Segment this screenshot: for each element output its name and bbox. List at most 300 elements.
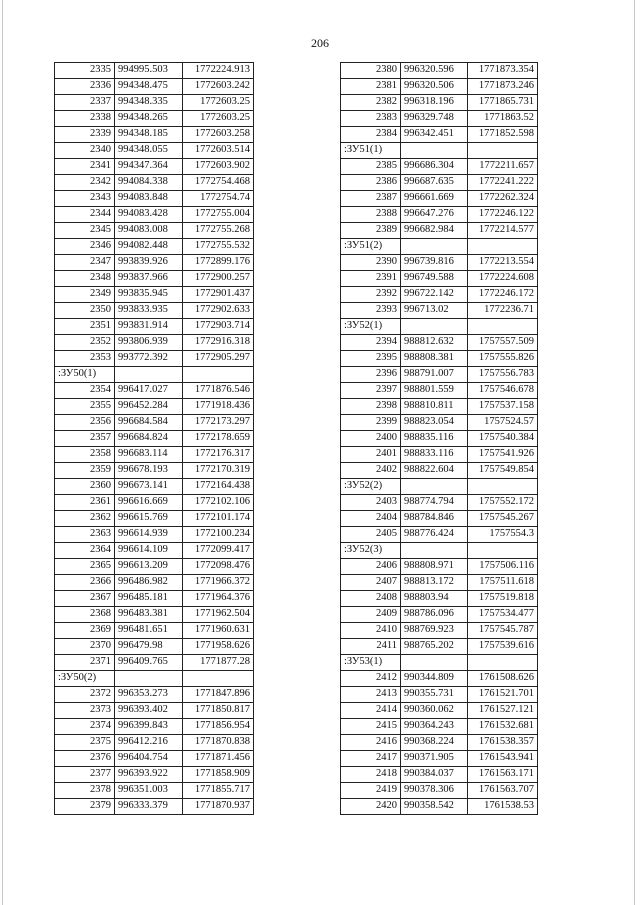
table-row bbox=[341, 783, 538, 799]
empty-cell bbox=[468, 143, 538, 159]
y-coordinate: 1761543.941 bbox=[468, 751, 538, 767]
section-row bbox=[341, 543, 538, 559]
point-number: 2344 bbox=[55, 207, 115, 223]
x-coordinate: 996615.769 bbox=[115, 511, 183, 527]
x-coordinate: 994083.008 bbox=[115, 223, 183, 239]
table-row bbox=[341, 255, 538, 271]
section-label: :ЗУ52(1) bbox=[341, 319, 401, 335]
x-coordinate: 988812.632 bbox=[401, 335, 468, 351]
x-coordinate: 996684.584 bbox=[115, 415, 183, 431]
y-coordinate: 1772211.657 bbox=[468, 159, 538, 175]
section-row bbox=[341, 143, 538, 159]
point-number: 2403 bbox=[341, 495, 401, 511]
x-coordinate: 988835.116 bbox=[401, 431, 468, 447]
y-coordinate: 1771855.717 bbox=[183, 783, 254, 799]
x-coordinate: 988833.116 bbox=[401, 447, 468, 463]
point-number: 2356 bbox=[55, 415, 115, 431]
y-coordinate: 1772224.913 bbox=[183, 63, 254, 79]
table-row bbox=[341, 575, 538, 591]
x-coordinate: 996329.748 bbox=[401, 111, 468, 127]
empty-cell bbox=[183, 367, 254, 383]
table-row bbox=[341, 223, 538, 239]
y-coordinate: 1772755.532 bbox=[183, 239, 254, 255]
point-number: 2411 bbox=[341, 639, 401, 655]
x-coordinate: 990371.905 bbox=[401, 751, 468, 767]
table-row bbox=[341, 703, 538, 719]
x-coordinate: 988784.846 bbox=[401, 511, 468, 527]
x-coordinate: 988765.202 bbox=[401, 639, 468, 655]
section-label: :ЗУ52(3) bbox=[341, 543, 401, 559]
x-coordinate: 993839.926 bbox=[115, 255, 183, 271]
page-number: 206 bbox=[311, 36, 329, 50]
table-row bbox=[341, 719, 538, 735]
x-coordinate: 996393.922 bbox=[115, 767, 183, 783]
point-number: 2373 bbox=[55, 703, 115, 719]
table-row bbox=[55, 527, 254, 543]
table-row bbox=[55, 431, 254, 447]
table-row bbox=[55, 543, 254, 559]
x-coordinate: 996722.142 bbox=[401, 287, 468, 303]
y-coordinate: 1772213.554 bbox=[468, 255, 538, 271]
table-row bbox=[341, 767, 538, 783]
point-number: 2340 bbox=[55, 143, 115, 159]
section-row bbox=[341, 479, 538, 495]
section-label: :ЗУ51(2) bbox=[341, 239, 401, 255]
x-coordinate: 988803.94 bbox=[401, 591, 468, 607]
point-number: 2347 bbox=[55, 255, 115, 271]
x-coordinate: 993837.966 bbox=[115, 271, 183, 287]
table-row bbox=[341, 271, 538, 287]
y-coordinate: 1757554.3 bbox=[468, 527, 538, 543]
section-row bbox=[55, 671, 254, 687]
table-row bbox=[55, 95, 254, 111]
table-row bbox=[55, 351, 254, 367]
table-row bbox=[55, 159, 254, 175]
table-row bbox=[341, 431, 538, 447]
x-coordinate: 994347.364 bbox=[115, 159, 183, 175]
x-coordinate: 988813.172 bbox=[401, 575, 468, 591]
x-coordinate: 996342.451 bbox=[401, 127, 468, 143]
y-coordinate: 1757546.678 bbox=[468, 383, 538, 399]
y-coordinate: 1761508.626 bbox=[468, 671, 538, 687]
x-coordinate: 990378.306 bbox=[401, 783, 468, 799]
y-coordinate: 1757557.509 bbox=[468, 335, 538, 351]
point-number: 2376 bbox=[55, 751, 115, 767]
y-coordinate: 1772102.106 bbox=[183, 495, 254, 511]
x-coordinate: 990344.809 bbox=[401, 671, 468, 687]
y-coordinate: 1771966.372 bbox=[183, 575, 254, 591]
y-coordinate: 1772755.268 bbox=[183, 223, 254, 239]
table-row bbox=[55, 255, 254, 271]
point-number: 2361 bbox=[55, 495, 115, 511]
x-coordinate: 994348.335 bbox=[115, 95, 183, 111]
y-coordinate: 1757506.116 bbox=[468, 559, 538, 575]
x-coordinate: 996683.114 bbox=[115, 447, 183, 463]
x-coordinate: 996481.651 bbox=[115, 623, 183, 639]
table-row bbox=[55, 767, 254, 783]
point-number: 2346 bbox=[55, 239, 115, 255]
x-coordinate: 988808.971 bbox=[401, 559, 468, 575]
table-row bbox=[55, 463, 254, 479]
x-coordinate: 996749.588 bbox=[401, 271, 468, 287]
point-number: 2383 bbox=[341, 111, 401, 127]
x-coordinate: 996682.984 bbox=[401, 223, 468, 239]
x-coordinate: 994348.185 bbox=[115, 127, 183, 143]
point-number: 2360 bbox=[55, 479, 115, 495]
table-row bbox=[55, 399, 254, 415]
y-coordinate: 1757552.172 bbox=[468, 495, 538, 511]
y-coordinate: 1761538.53 bbox=[468, 799, 538, 815]
point-number: 2406 bbox=[341, 559, 401, 575]
y-coordinate: 1772754.468 bbox=[183, 175, 254, 191]
point-number: 2398 bbox=[341, 399, 401, 415]
point-number: 2354 bbox=[55, 383, 115, 399]
table-row bbox=[55, 607, 254, 623]
y-coordinate: 1772099.417 bbox=[183, 543, 254, 559]
table-row bbox=[55, 127, 254, 143]
table-row bbox=[341, 559, 538, 575]
x-coordinate: 996399.843 bbox=[115, 719, 183, 735]
point-number: 2368 bbox=[55, 607, 115, 623]
point-number: 2371 bbox=[55, 655, 115, 671]
y-coordinate: 1757539.616 bbox=[468, 639, 538, 655]
table-row bbox=[55, 335, 254, 351]
x-coordinate: 996485.181 bbox=[115, 591, 183, 607]
x-coordinate: 993806.939 bbox=[115, 335, 183, 351]
x-coordinate: 996320.506 bbox=[401, 79, 468, 95]
point-number: 2400 bbox=[341, 431, 401, 447]
x-coordinate: 993833.935 bbox=[115, 303, 183, 319]
point-number: 2351 bbox=[55, 319, 115, 335]
y-coordinate: 1771865.731 bbox=[468, 95, 538, 111]
y-coordinate: 1771873.246 bbox=[468, 79, 538, 95]
x-coordinate: 988801.559 bbox=[401, 383, 468, 399]
empty-cell bbox=[115, 671, 183, 687]
point-number: 2375 bbox=[55, 735, 115, 751]
point-number: 2337 bbox=[55, 95, 115, 111]
table-row bbox=[341, 751, 538, 767]
point-number: 2374 bbox=[55, 719, 115, 735]
table-row bbox=[55, 735, 254, 751]
point-number: 2387 bbox=[341, 191, 401, 207]
table-row bbox=[55, 799, 254, 815]
table-row bbox=[341, 351, 538, 367]
empty-cell bbox=[183, 671, 254, 687]
point-number: 2382 bbox=[341, 95, 401, 111]
x-coordinate: 996353.273 bbox=[115, 687, 183, 703]
table-row bbox=[341, 399, 538, 415]
table-row bbox=[341, 735, 538, 751]
y-coordinate: 1772176.317 bbox=[183, 447, 254, 463]
table-row bbox=[341, 79, 538, 95]
x-coordinate: 996739.816 bbox=[401, 255, 468, 271]
coordinates-table-left bbox=[54, 62, 254, 815]
table-row bbox=[341, 207, 538, 223]
point-number: 2384 bbox=[341, 127, 401, 143]
y-coordinate: 1772170.319 bbox=[183, 463, 254, 479]
table-row bbox=[55, 175, 254, 191]
y-coordinate: 1772900.257 bbox=[183, 271, 254, 287]
table-row bbox=[341, 799, 538, 815]
point-number: 2378 bbox=[55, 783, 115, 799]
scan-edge-right bbox=[634, 0, 635, 905]
table-row bbox=[55, 687, 254, 703]
x-coordinate: 993772.392 bbox=[115, 351, 183, 367]
table-row bbox=[55, 223, 254, 239]
y-coordinate: 1757545.787 bbox=[468, 623, 538, 639]
table-row bbox=[341, 335, 538, 351]
point-number: 2409 bbox=[341, 607, 401, 623]
y-coordinate: 1771871.456 bbox=[183, 751, 254, 767]
point-number: 2363 bbox=[55, 527, 115, 543]
point-number: 2408 bbox=[341, 591, 401, 607]
x-coordinate: 996409.765 bbox=[115, 655, 183, 671]
table-row bbox=[55, 207, 254, 223]
table-row bbox=[341, 639, 538, 655]
table-row bbox=[341, 511, 538, 527]
x-coordinate: 996647.276 bbox=[401, 207, 468, 223]
empty-cell bbox=[115, 367, 183, 383]
point-number: 2390 bbox=[341, 255, 401, 271]
point-number: 2339 bbox=[55, 127, 115, 143]
point-number: 2405 bbox=[341, 527, 401, 543]
x-coordinate: 996713.02 bbox=[401, 303, 468, 319]
table-row bbox=[341, 191, 538, 207]
table-row bbox=[55, 639, 254, 655]
y-coordinate: 1772224.608 bbox=[468, 271, 538, 287]
x-coordinate: 996678.193 bbox=[115, 463, 183, 479]
table-row bbox=[341, 95, 538, 111]
y-coordinate: 1771873.354 bbox=[468, 63, 538, 79]
y-coordinate: 1771877.28 bbox=[183, 655, 254, 671]
y-coordinate: 1771960.631 bbox=[183, 623, 254, 639]
x-coordinate: 996479.98 bbox=[115, 639, 183, 655]
y-coordinate: 1772916.318 bbox=[183, 335, 254, 351]
y-coordinate: 1771858.909 bbox=[183, 767, 254, 783]
x-coordinate: 996320.596 bbox=[401, 63, 468, 79]
empty-cell bbox=[401, 239, 468, 255]
point-number: 2341 bbox=[55, 159, 115, 175]
point-number: 2358 bbox=[55, 447, 115, 463]
y-coordinate: 1772603.514 bbox=[183, 143, 254, 159]
x-coordinate: 990364.243 bbox=[401, 719, 468, 735]
point-number: 2359 bbox=[55, 463, 115, 479]
point-number: 2389 bbox=[341, 223, 401, 239]
point-number: 2413 bbox=[341, 687, 401, 703]
point-number: 2386 bbox=[341, 175, 401, 191]
x-coordinate: 988786.096 bbox=[401, 607, 468, 623]
y-coordinate: 1761521.701 bbox=[468, 687, 538, 703]
x-coordinate: 993831.914 bbox=[115, 319, 183, 335]
table-row bbox=[341, 367, 538, 383]
table-row bbox=[55, 495, 254, 511]
empty-cell bbox=[401, 543, 468, 559]
table-row bbox=[341, 463, 538, 479]
x-coordinate: 996404.754 bbox=[115, 751, 183, 767]
coordinates-table-right bbox=[340, 62, 538, 815]
point-number: 2381 bbox=[341, 79, 401, 95]
point-number: 2348 bbox=[55, 271, 115, 287]
point-number: 2372 bbox=[55, 687, 115, 703]
x-coordinate: 996616.669 bbox=[115, 495, 183, 511]
table-row bbox=[55, 63, 254, 79]
y-coordinate: 1771964.376 bbox=[183, 591, 254, 607]
table-row bbox=[55, 559, 254, 575]
point-number: 2388 bbox=[341, 207, 401, 223]
x-coordinate: 996417.027 bbox=[115, 383, 183, 399]
y-coordinate: 1772214.577 bbox=[468, 223, 538, 239]
x-coordinate: 996393.402 bbox=[115, 703, 183, 719]
point-number: 2369 bbox=[55, 623, 115, 639]
y-coordinate: 1761563.707 bbox=[468, 783, 538, 799]
x-coordinate: 996452.284 bbox=[115, 399, 183, 415]
table-row bbox=[341, 591, 538, 607]
y-coordinate: 1772246.122 bbox=[468, 207, 538, 223]
point-number: 2365 bbox=[55, 559, 115, 575]
x-coordinate: 996673.141 bbox=[115, 479, 183, 495]
point-number: 2401 bbox=[341, 447, 401, 463]
x-coordinate: 996684.824 bbox=[115, 431, 183, 447]
y-coordinate: 1772098.476 bbox=[183, 559, 254, 575]
x-coordinate: 990384.037 bbox=[401, 767, 468, 783]
y-coordinate: 1772754.74 bbox=[183, 191, 254, 207]
point-number: 2392 bbox=[341, 287, 401, 303]
section-label: :ЗУ51(1) bbox=[341, 143, 401, 159]
x-coordinate: 988774.794 bbox=[401, 495, 468, 511]
table-row bbox=[341, 383, 538, 399]
section-row bbox=[341, 319, 538, 335]
x-coordinate: 994348.475 bbox=[115, 79, 183, 95]
x-coordinate: 996687.635 bbox=[401, 175, 468, 191]
y-coordinate: 1771852.598 bbox=[468, 127, 538, 143]
x-coordinate: 988810.811 bbox=[401, 399, 468, 415]
point-number: 2404 bbox=[341, 511, 401, 527]
point-number: 2370 bbox=[55, 639, 115, 655]
point-number: 2407 bbox=[341, 575, 401, 591]
table-row bbox=[55, 511, 254, 527]
point-number: 2362 bbox=[55, 511, 115, 527]
table-row bbox=[55, 383, 254, 399]
section-label: :ЗУ50(2) bbox=[55, 671, 115, 687]
table-row bbox=[341, 287, 538, 303]
x-coordinate: 996351.003 bbox=[115, 783, 183, 799]
y-coordinate: 1772603.25 bbox=[183, 95, 254, 111]
point-number: 2364 bbox=[55, 543, 115, 559]
table-row bbox=[341, 447, 538, 463]
x-coordinate: 988823.054 bbox=[401, 415, 468, 431]
empty-cell bbox=[468, 239, 538, 255]
point-number: 2399 bbox=[341, 415, 401, 431]
table-row bbox=[55, 191, 254, 207]
x-coordinate: 988822.604 bbox=[401, 463, 468, 479]
y-coordinate: 1772100.234 bbox=[183, 527, 254, 543]
point-number: 2335 bbox=[55, 63, 115, 79]
y-coordinate: 1761563.171 bbox=[468, 767, 538, 783]
empty-cell bbox=[468, 543, 538, 559]
table-row bbox=[55, 79, 254, 95]
y-coordinate: 1757555.826 bbox=[468, 351, 538, 367]
x-coordinate: 994084.338 bbox=[115, 175, 183, 191]
y-coordinate: 1771863.52 bbox=[468, 111, 538, 127]
point-number: 2349 bbox=[55, 287, 115, 303]
x-coordinate: 993835.945 bbox=[115, 287, 183, 303]
x-coordinate: 994082.448 bbox=[115, 239, 183, 255]
point-number: 2367 bbox=[55, 591, 115, 607]
table-row bbox=[55, 303, 254, 319]
table-row bbox=[341, 159, 538, 175]
point-number: 2419 bbox=[341, 783, 401, 799]
point-number: 2385 bbox=[341, 159, 401, 175]
point-number: 2352 bbox=[55, 335, 115, 351]
x-coordinate: 988769.923 bbox=[401, 623, 468, 639]
x-coordinate: 996614.109 bbox=[115, 543, 183, 559]
empty-cell bbox=[401, 319, 468, 335]
table-row bbox=[55, 239, 254, 255]
x-coordinate: 994083.428 bbox=[115, 207, 183, 223]
x-coordinate: 988808.381 bbox=[401, 351, 468, 367]
y-coordinate: 1771856.954 bbox=[183, 719, 254, 735]
point-number: 2402 bbox=[341, 463, 401, 479]
table-row bbox=[341, 175, 538, 191]
point-number: 2417 bbox=[341, 751, 401, 767]
y-coordinate: 1757511.618 bbox=[468, 575, 538, 591]
y-coordinate: 1772236.71 bbox=[468, 303, 538, 319]
point-number: 2366 bbox=[55, 575, 115, 591]
section-label: :ЗУ50(1) bbox=[55, 367, 115, 383]
section-label: :ЗУ52(2) bbox=[341, 479, 401, 495]
table-row bbox=[55, 623, 254, 639]
section-row bbox=[341, 239, 538, 255]
y-coordinate: 1772899.176 bbox=[183, 255, 254, 271]
point-number: 2391 bbox=[341, 271, 401, 287]
y-coordinate: 1772603.902 bbox=[183, 159, 254, 175]
y-coordinate: 1772603.25 bbox=[183, 111, 254, 127]
x-coordinate: 996318.196 bbox=[401, 95, 468, 111]
point-number: 2418 bbox=[341, 767, 401, 783]
y-coordinate: 1772903.714 bbox=[183, 319, 254, 335]
y-coordinate: 1757556.783 bbox=[468, 367, 538, 383]
x-coordinate: 994348.265 bbox=[115, 111, 183, 127]
table-row bbox=[341, 527, 538, 543]
y-coordinate: 1772603.242 bbox=[183, 79, 254, 95]
table-row bbox=[55, 783, 254, 799]
y-coordinate: 1772101.174 bbox=[183, 511, 254, 527]
x-coordinate: 996333.379 bbox=[115, 799, 183, 815]
point-number: 2397 bbox=[341, 383, 401, 399]
y-coordinate: 1771962.504 bbox=[183, 607, 254, 623]
point-number: 2395 bbox=[341, 351, 401, 367]
table-row bbox=[55, 575, 254, 591]
x-coordinate: 996661.669 bbox=[401, 191, 468, 207]
y-coordinate: 1772603.258 bbox=[183, 127, 254, 143]
table-row bbox=[55, 143, 254, 159]
empty-cell bbox=[468, 319, 538, 335]
table-row bbox=[55, 447, 254, 463]
table-row bbox=[341, 415, 538, 431]
table-row bbox=[55, 415, 254, 431]
empty-cell bbox=[468, 655, 538, 671]
point-number: 2393 bbox=[341, 303, 401, 319]
x-coordinate: 994348.055 bbox=[115, 143, 183, 159]
point-number: 2355 bbox=[55, 399, 115, 415]
point-number: 2412 bbox=[341, 671, 401, 687]
y-coordinate: 1761532.681 bbox=[468, 719, 538, 735]
point-number: 2420 bbox=[341, 799, 401, 815]
point-number: 2350 bbox=[55, 303, 115, 319]
table-row bbox=[55, 703, 254, 719]
y-coordinate: 1757540.384 bbox=[468, 431, 538, 447]
point-number: 2338 bbox=[55, 111, 115, 127]
